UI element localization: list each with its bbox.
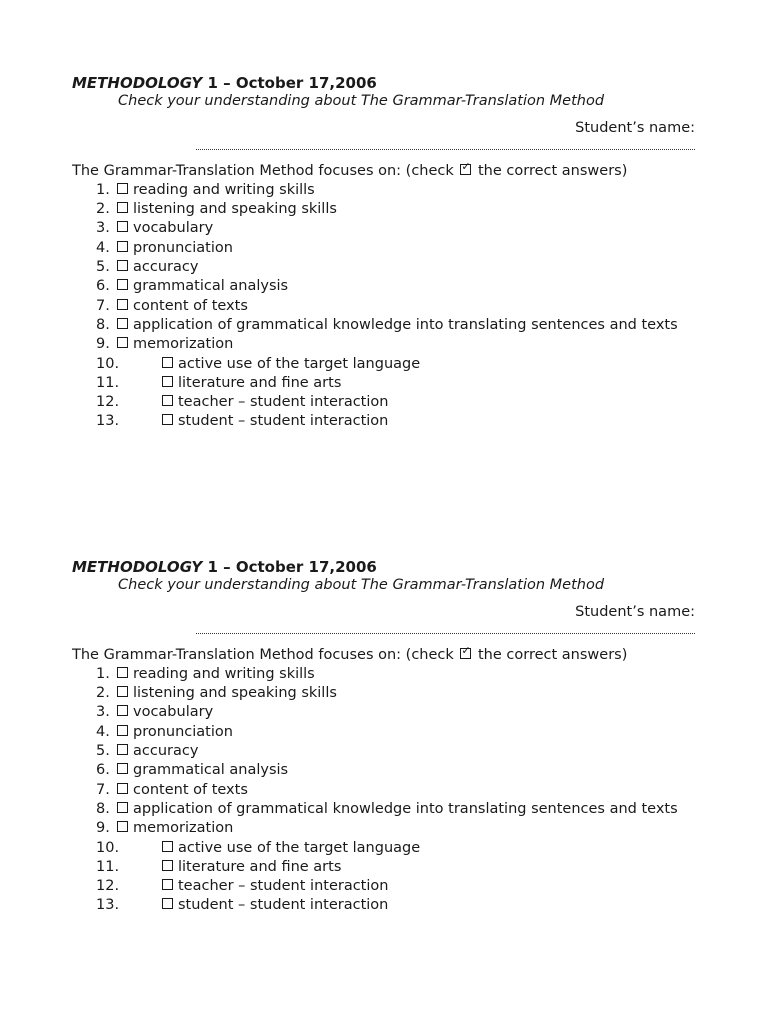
list-item[interactable]: 13. student – student interaction xyxy=(96,897,389,914)
worksheet-2 xyxy=(72,558,702,916)
student-name-label: Student’s name: xyxy=(575,604,695,621)
list-item[interactable]: 9. memorization xyxy=(96,336,234,353)
list-item[interactable]: 8. application of grammatical knowledge into translating sentences and texts xyxy=(96,316,678,333)
checkbox-icon[interactable] xyxy=(117,705,128,716)
worksheet-title: METHODOLOGY 1 – October 17,2006 xyxy=(72,74,377,92)
list-item[interactable]: 7. content of texts xyxy=(96,297,248,314)
list-item[interactable]: 6. grammatical analysis xyxy=(96,762,289,779)
list-item[interactable]: 2. listening and speaking skills xyxy=(96,685,337,702)
answer-list xyxy=(72,665,702,916)
checkbox-icon[interactable] xyxy=(162,395,173,406)
checkbox-icon[interactable] xyxy=(117,783,128,794)
checked-box-icon xyxy=(460,164,471,175)
list-item[interactable]: 4. pronunciation xyxy=(96,239,233,256)
checkbox-icon[interactable] xyxy=(162,898,173,909)
list-item[interactable]: 7. content of texts xyxy=(96,781,248,798)
list-item[interactable]: 3. vocabulary xyxy=(96,220,214,237)
list-item[interactable]: 10. active use of the target language xyxy=(96,839,421,856)
worksheet-subtitle: Check your understanding about The Grammar-Translation Method xyxy=(118,93,605,109)
checkbox-icon[interactable] xyxy=(117,802,128,813)
checkbox-icon[interactable] xyxy=(117,241,128,252)
checkbox-icon[interactable] xyxy=(117,221,128,232)
instructions: The Grammar-Translation Method focuses on: (check ✓ the correct answers) xyxy=(72,162,702,181)
checkbox-icon[interactable] xyxy=(117,202,128,213)
list-item[interactable]: 1. reading and writing skills xyxy=(96,665,315,682)
checkbox-icon[interactable] xyxy=(162,841,173,852)
list-item[interactable]: 9. memorization xyxy=(96,820,234,837)
checkbox-icon[interactable] xyxy=(117,763,128,774)
checked-box-icon xyxy=(460,648,471,659)
checkbox-icon[interactable] xyxy=(162,414,173,425)
checkbox-icon[interactable] xyxy=(162,376,173,387)
list-item[interactable]: 11. literature and fine arts xyxy=(96,374,342,391)
checkbox-icon[interactable] xyxy=(117,725,128,736)
checkbox-icon[interactable] xyxy=(117,260,128,271)
checkbox-icon[interactable] xyxy=(117,744,128,755)
checkbox-icon[interactable] xyxy=(117,299,128,310)
checkbox-icon[interactable] xyxy=(162,879,173,890)
checkbox-icon[interactable] xyxy=(117,667,128,678)
list-item[interactable]: 8. application of grammatical knowledge into translating sentences and texts xyxy=(96,800,678,817)
list-item[interactable]: 2. listening and speaking skills xyxy=(96,201,337,218)
student-name-label: Student’s name: xyxy=(575,120,695,137)
list-item[interactable]: 11. literature and fine arts xyxy=(96,858,342,875)
instructions: The Grammar-Translation Method focuses on: (check ✓ the correct answers) xyxy=(72,646,702,665)
list-item[interactable]: 13. student – student interaction xyxy=(96,413,389,430)
list-item[interactable]: 5. accuracy xyxy=(96,259,199,276)
list-item[interactable]: 12. teacher – student interaction xyxy=(96,394,389,411)
checkbox-icon[interactable] xyxy=(117,279,128,290)
checkbox-icon[interactable] xyxy=(117,686,128,697)
checkbox-icon[interactable] xyxy=(162,860,173,871)
checkbox-icon[interactable] xyxy=(117,337,128,348)
worksheet-subtitle: Check your understanding about The Grammar-Translation Method xyxy=(118,577,605,593)
checkbox-icon[interactable] xyxy=(117,318,128,329)
list-item[interactable]: 6. grammatical analysis xyxy=(96,278,289,295)
list-item[interactable]: 4. pronunciation xyxy=(96,723,233,740)
list-item[interactable]: 3. vocabulary xyxy=(96,704,214,721)
list-item[interactable]: 5. accuracy xyxy=(96,743,199,760)
worksheet-1 xyxy=(72,74,702,432)
checkbox-icon[interactable] xyxy=(162,357,173,368)
student-name-line[interactable] xyxy=(196,141,695,150)
checkbox-icon[interactable] xyxy=(117,183,128,194)
list-item[interactable]: 12. teacher – student interaction xyxy=(96,878,389,895)
checkbox-icon[interactable] xyxy=(117,821,128,832)
list-item[interactable]: 1. reading and writing skills xyxy=(96,181,315,198)
list-item[interactable]: 10. active use of the target language xyxy=(96,355,421,372)
answer-list xyxy=(72,181,702,432)
student-name-line[interactable] xyxy=(196,625,695,634)
worksheet-title: METHODOLOGY 1 – October 17,2006 xyxy=(72,558,377,576)
